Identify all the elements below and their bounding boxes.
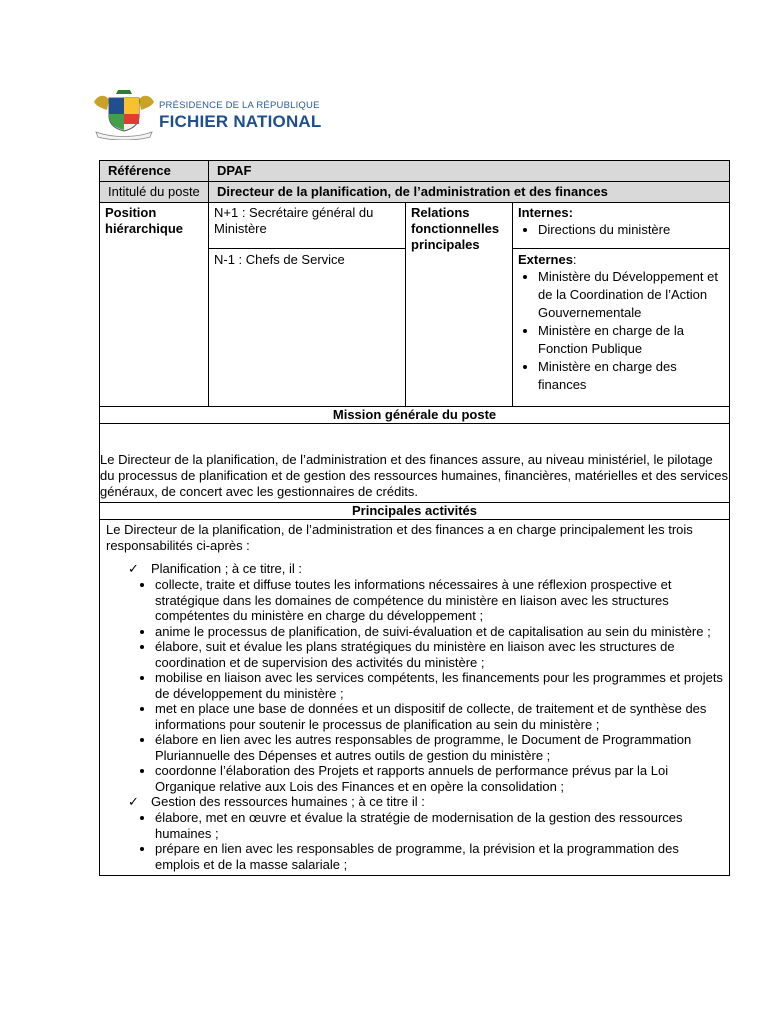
intitule-value: Directeur de la planification, de l’administration et des finances [209, 182, 730, 203]
n-minus-1-cell: N-1 : Chefs de Service [209, 249, 406, 407]
checkmark-icon: ✓ [128, 561, 139, 576]
list-item: • anime le processus de planification, de suivi-évaluation et de capitalisation au sein du ministère ; [155, 624, 723, 640]
reference-value: DPAF [209, 161, 730, 182]
reference-label: Référence [100, 161, 209, 182]
list-item: • élabore, met en œuvre et évalue la stratégie de modernisation de la gestion des ressources humaines ; [155, 810, 723, 841]
list-item: • mobilise en liaison avec les services compétents, les financements pour les programmes et projets de développement du ministère ; [155, 670, 723, 701]
axis-ressources-humaines [106, 794, 723, 810]
benin-emblem-icon [92, 86, 156, 140]
header-line-fichier: FICHIER NATIONAL [159, 112, 322, 131]
mission-text: Le Directeur de la planification, de l’administration et des finances assure, au niveau ministériel, le pilotage du processus de planification et de gestion des ressources humaines, financières, matérielles et des services généraux, de concert avec les gestionnaires de crédits. [100, 424, 730, 503]
externes-list [518, 268, 724, 394]
axis-planification [106, 561, 723, 577]
intitule-row [100, 182, 730, 203]
axis-title: Gestion des ressources humaines ; à ce titre il : [151, 794, 425, 809]
externes-colon: : [572, 252, 577, 267]
list-item: • Ministère en charge des finances [538, 358, 724, 394]
externes-cell [513, 249, 730, 407]
list-item: • élabore en lien avec les autres responsables de programme, le Document de Programmation Pluriannuelle des Dépenses et autres outils de gestion du ministère ; [155, 732, 723, 763]
planification-list [106, 577, 723, 794]
axis-title: Planification ; à ce titre, il : [151, 561, 303, 576]
mission-title-row [100, 407, 730, 424]
ressources-humaines-list [106, 810, 723, 872]
internes-list [518, 221, 724, 239]
externes-heading [518, 252, 724, 268]
list-item: • élabore, suit et évalue les plans stratégiques du ministère en liaison avec les structures de coordination et de supervision des activités du ministère ; [155, 639, 723, 670]
list-item: • prépare en lien avec les responsables de programme, la prévision et la programmation des emplois et de la masse salariale ; [155, 841, 723, 872]
list-item: • met en place une base de données et un dispositif de collecte, de traitement et de synthèse des informations pour soutenir le processus de planification au sein du ministère ; [155, 701, 723, 732]
checkmark-icon: ✓ [128, 794, 139, 809]
activities-title: Principales activités [100, 503, 730, 520]
position-label: Position hiérarchique [100, 203, 209, 407]
list-item: • Ministère en charge de la Fonction Publique [538, 322, 724, 358]
mission-title: Mission générale du poste [100, 407, 730, 424]
mission-row [100, 424, 730, 503]
list-item: • Directions du ministère [538, 221, 724, 239]
activities-title-row [100, 503, 730, 520]
list-item: • collecte, traite et diffuse toutes les informations nécessaires à une réflexion prospective et stratégique dans les domaines de compétence du ministère en liaison avec les structures compétentes du ministère en charge du développement ; [155, 577, 723, 624]
hierarchy-row-top [100, 203, 730, 249]
intitule-label: Intitulé du poste [100, 182, 209, 203]
header-logo [92, 86, 332, 140]
reference-row [100, 161, 730, 182]
relations-label: Relations fonctionnelles principales [406, 203, 513, 407]
list-item: • coordonne l’élaboration des Projets et rapports annuels de performance prévus par la Loi Organique relative aux Lois des Finances et en opère la consolidation ; [155, 763, 723, 794]
activities-intro: Le Directeur de la planification, de l’administration et des finances a en charge principalement les trois responsabilités ci-après : [106, 522, 693, 553]
activities-cell [100, 520, 730, 876]
header-line-presidence: PRÉSIDENCE DE LA RÉPUBLIQUE [159, 100, 320, 111]
n-plus-1-cell: N+1 : Secrétaire général du Ministère [209, 203, 406, 249]
job-sheet-table [99, 160, 730, 876]
internes-label: Internes: [518, 205, 573, 220]
externes-label: Externes [518, 252, 573, 267]
list-item: • Ministère du Développement et de la Coordination de l’Action Gouvernementale [538, 268, 724, 322]
activities-row [100, 520, 730, 876]
internes-cell [513, 203, 730, 249]
